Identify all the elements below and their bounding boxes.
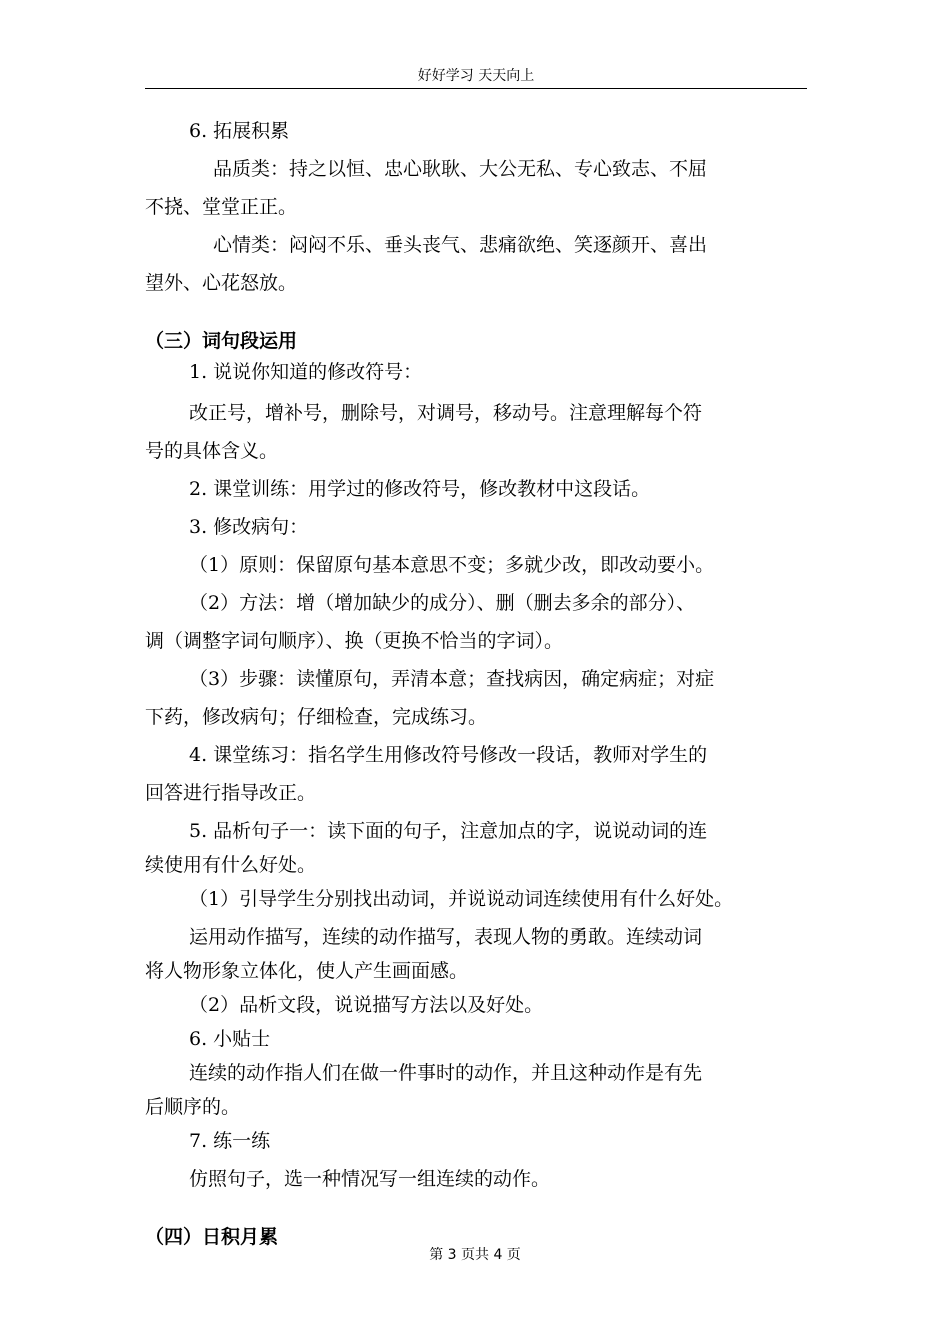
- s3-line-13: 5. 品析句子一：读下面的句子，注意加点的字，说说动词的连: [189, 820, 708, 842]
- s3-line-20: 连续的动作指人们在做一件事时的动作，并且这种动作是有先: [189, 1062, 703, 1084]
- s3-line-17: 将人物形象立体化，使人产生画面感。: [145, 960, 469, 982]
- quality-line-1: 品质类：持之以恒、忠心耿耿、大公无私、专心致志、不屈: [213, 158, 708, 180]
- s3-line-9: （3）步骤：读懂原句，弄清本意；查找病因，确定病症；对症: [189, 668, 715, 690]
- s3-line-18: （2）品析文段，说说描写方法以及好处。: [189, 994, 544, 1016]
- s3-line-8: 调（调整字词句顺序）、换（更换不恰当的字词）。: [145, 630, 564, 652]
- section-4-heading: （四）日积月累: [145, 1226, 279, 1248]
- extend-title: 6. 拓展积累: [189, 120, 290, 142]
- s3-line-3: 号的具体含义。: [145, 440, 279, 462]
- s3-line-12: 回答进行指导改正。: [145, 782, 317, 804]
- s3-line-6: （1）原则：保留原句基本意思不变；多就少改，即改动要小。: [189, 554, 715, 576]
- document-body: [145, 112, 810, 1256]
- header-divider: [145, 88, 807, 89]
- s3-line-19: 6. 小贴士: [189, 1028, 271, 1050]
- s3-line-14: 续使用有什么好处。: [145, 854, 317, 876]
- s3-line-10: 下药，修改病句；仔细检查，完成练习。: [145, 706, 488, 728]
- s3-line-4: 2. 课堂训练：用学过的修改符号，修改教材中这段话。: [189, 478, 651, 500]
- mood-line-1: 心情类：闷闷不乐、垂头丧气、悲痛欲绝、笑逐颜开、喜出: [213, 234, 708, 256]
- s3-line-22: 7. 练一练: [189, 1130, 271, 1152]
- mood-line-2: 望外、心花怒放。: [145, 272, 298, 294]
- s3-line-15: （1）引导学生分别找出动词，并说说动词连续使用有什么好处。: [189, 888, 734, 910]
- page-header: 好好学习 天天向上: [417, 68, 535, 84]
- s3-line-2: 改正号，增补号，删除号，对调号，移动号。注意理解每个符: [189, 402, 703, 424]
- page-footer: 第 3 页共 4 页: [429, 1247, 521, 1263]
- s3-line-5: 3. 修改病句：: [189, 516, 309, 538]
- s3-line-7: （2）方法：增（增加缺少的成分）、删（删去多余的部分）、: [189, 592, 696, 614]
- s3-line-23: 仿照句子，选一种情况写一组连续的动作。: [189, 1168, 551, 1190]
- quality-line-2: 不挠、堂堂正正。: [145, 196, 298, 218]
- s3-line-1: 1. 说说你知道的修改符号：: [189, 361, 423, 383]
- s3-line-16: 运用动作描写，连续的动作描写，表现人物的勇敢。连续动词: [189, 926, 703, 948]
- s3-line-21: 后顺序的。: [145, 1096, 241, 1118]
- section-3-heading: （三）词句段运用: [145, 330, 298, 352]
- s3-line-11: 4. 课堂练习：指名学生用修改符号修改一段话，教师对学生的: [189, 744, 708, 766]
